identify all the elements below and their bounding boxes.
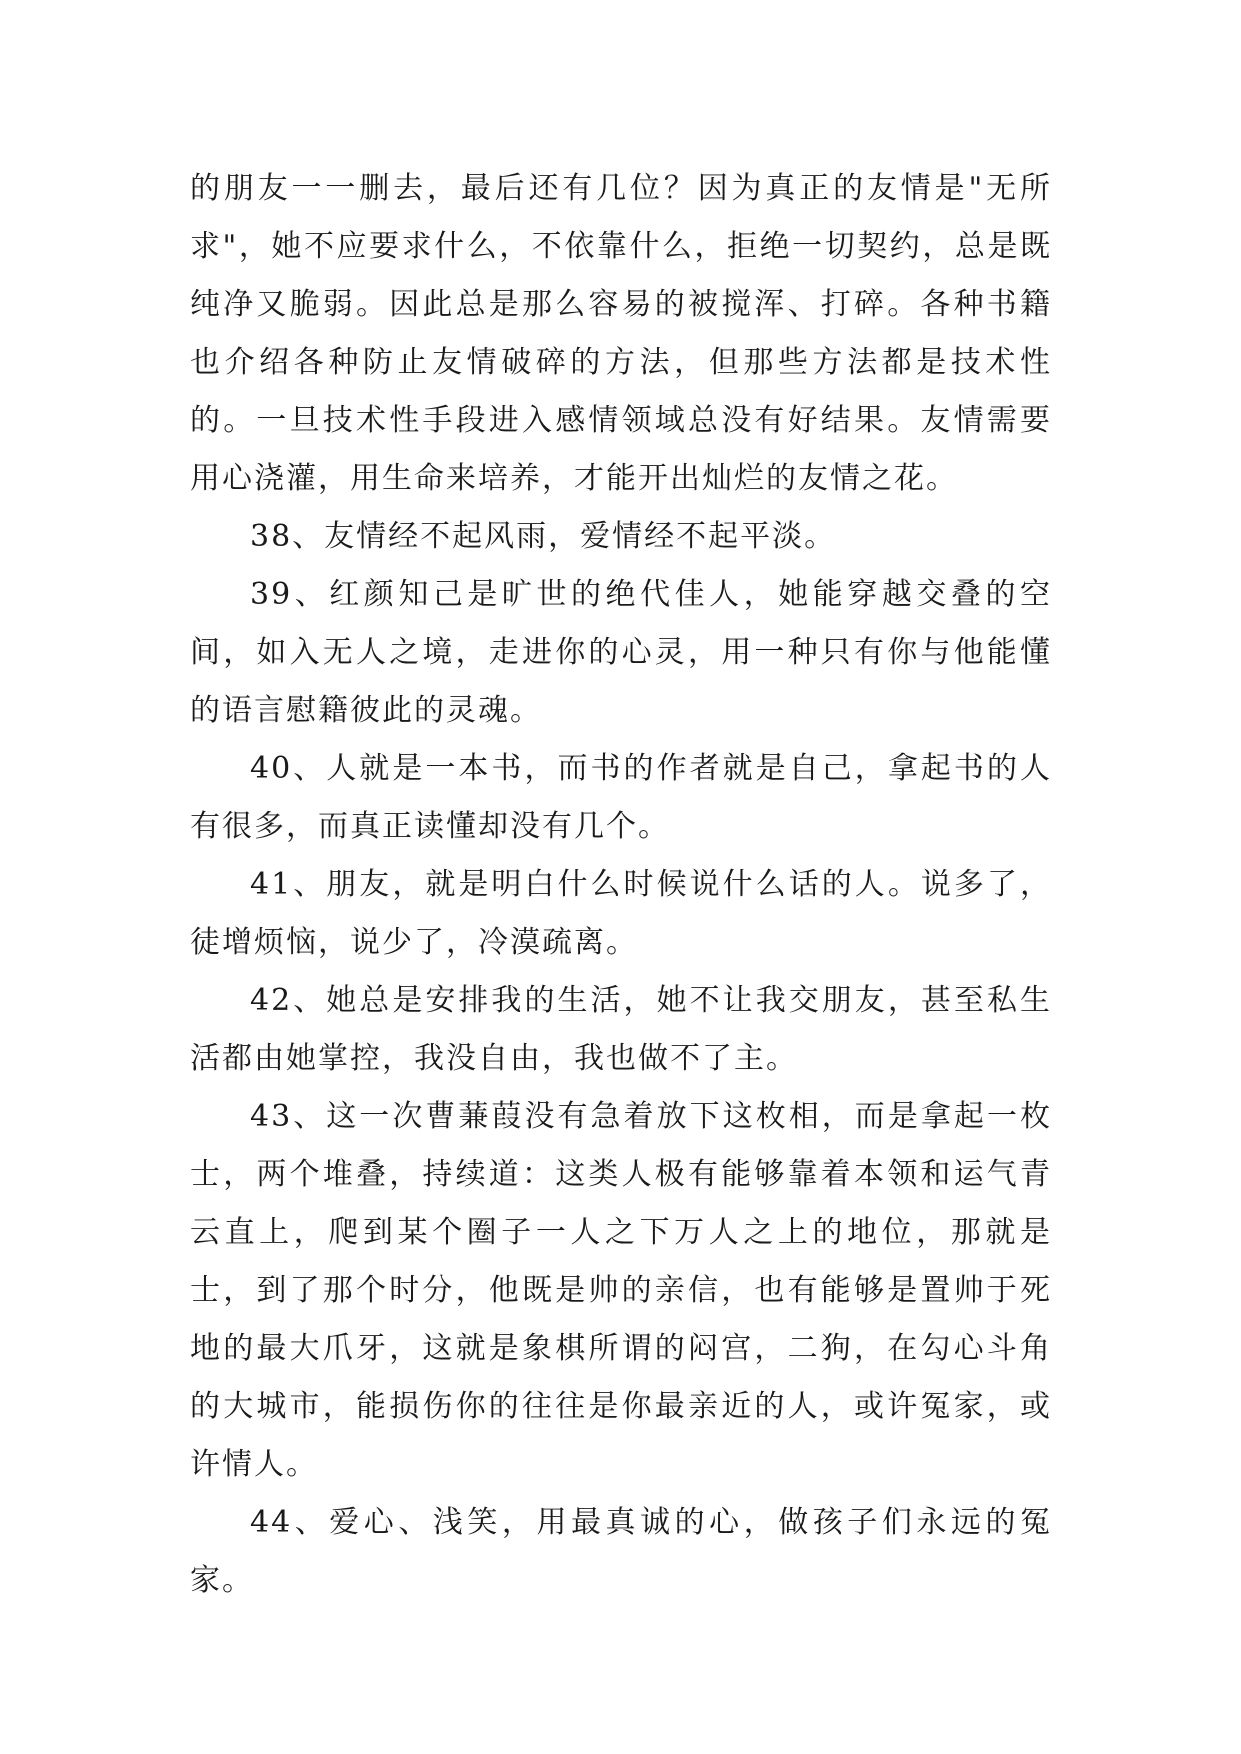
paragraph-42: 42、她总是安排我的生活，她不让我交朋友，甚至私生活都由她掌控，我没自由，我也做不了主。 [190,983,1052,1076]
document-body [190,160,1052,1610]
paragraph-39: 39、红颜知己是旷世的绝代佳人，她能穿越交叠的空间，如入无人之境，走进你的心灵，用一种只有你与他能懂的语言慰籍彼此的灵魂。 [190,577,1052,728]
paragraph-continuation: 的朋友一一删去，最后还有几位？因为真正的友情是"无所求"，她不应要求什么，不依靠什么，拒绝一切契约，总是既纯净又脆弱。因此总是那么容易的被搅浑、打碎。各种书籍也介绍各种防止友情破碎的方法，但那些方法都是技术性的。一旦技术性手段进入感情领域总没有好结果。友情需要用心浇灌，用生命来培养，才能开出灿烂的友情之花。 [190,171,1052,496]
paragraph-43: 43、这一次曹蒹葭没有急着放下这枚相，而是拿起一枚士，两个堆叠，持续道：这类人极有能够靠着本领和运气青云直上，爬到某个圈子一人之下万人之上的地位，那就是士，到了那个时分，他既是帅的亲信，也有能够是置帅于死地的最大爪牙，这就是象棋所谓的闷宫，二狗，在勾心斗角的大城市，能损伤你的往往是你最亲近的人，或许冤家，或许情人。 [190,1099,1052,1482]
paragraph-41: 41、朋友，就是明白什么时候说什么话的人。说多了，徒增烦恼，说少了，冷漠疏离。 [190,867,1052,960]
paragraph-38: 38、友情经不起风雨，爱情经不起平淡。 [250,519,837,554]
paragraph-44: 44、爱心、浅笑，用最真诚的心，做孩子们永远的冤家。 [190,1505,1052,1598]
paragraph-40: 40、人就是一本书，而书的作者就是自己，拿起书的人有很多，而真正读懂却没有几个。 [190,751,1052,844]
